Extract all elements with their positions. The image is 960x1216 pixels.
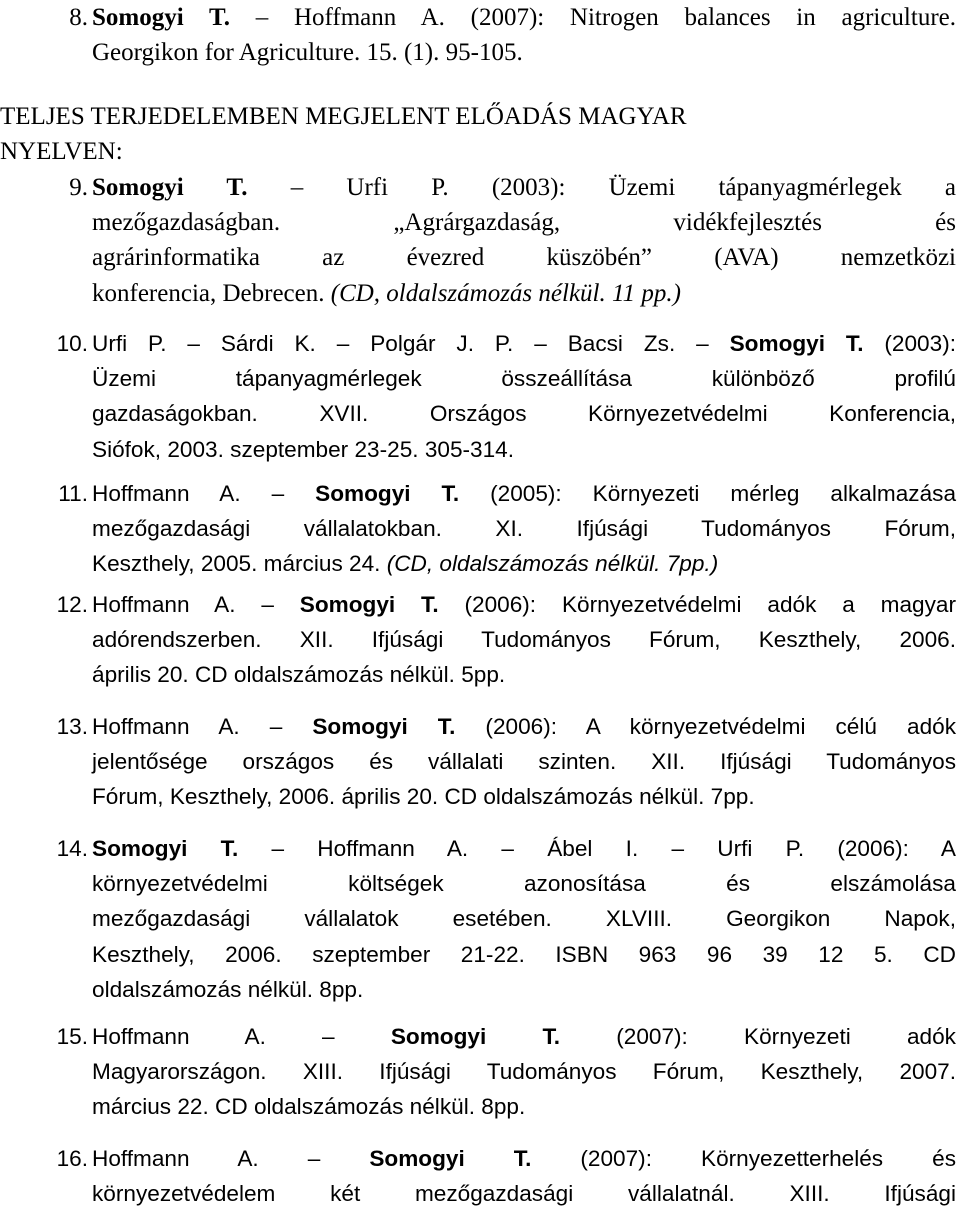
entry-line: Hoffmann A. – Somogyi T. (2006): A környezetvédelmi célú adók: [92, 714, 956, 739]
author-bold: Somogyi T.: [369, 1146, 532, 1171]
entry-line: mezőgazdasági vállalatok esetében. XLVIII. Georgikon Napok,: [92, 906, 956, 932]
entry-number: 8.: [69, 4, 88, 31]
entry-line: Urfi P. – Sárdi K. – Polgár J. P. – Bacsi Zs. – Somogyi T. (2003):: [92, 331, 956, 356]
reference-entry-16: [56, 1141, 957, 1211]
entry-line: Magyarországon. XIII. Ifjúsági Tudományos Fórum, Keszthely, 2007.: [92, 1059, 956, 1085]
section-heading: TELJES TERJEDELEMBEN MEGJELENT ELŐADÁS MAGYAR NYELVEN:: [0, 103, 687, 166]
author-bold: Somogyi T.: [92, 174, 248, 201]
entry-line: gazdaságokban. XVII. Országos Környezetvédelmi Konferencia,: [92, 401, 956, 427]
entry-number: 11.: [58, 481, 88, 506]
entry-line: Üzemi tápanyagmérlegek összeállítása különböző profilú: [92, 366, 956, 392]
entry-number: 14.: [56, 836, 88, 861]
entry-line: Keszthely, 2005. március 24. (CD, oldalszámozás nélkül. 7pp.): [92, 551, 719, 577]
author-bold: Somogyi T.: [390, 1024, 561, 1049]
entry-line: Georgikon for Agriculture. 15. (1). 95-105.: [92, 39, 523, 67]
reference-entry-8: [69, 0, 956, 70]
reference-entry-11: [58, 476, 957, 582]
entry-line: Somogyi T. – Urfi P. (2003): Üzemi tápanyagmérlegek a: [92, 174, 956, 201]
reference-entry-12: [56, 587, 957, 693]
reference-entry-13: [56, 709, 956, 815]
entry-line: Hoffmann A. – Somogyi T. (2007): Környezetterhelés és: [92, 1146, 957, 1171]
author-bold: Somogyi T.: [299, 592, 439, 617]
entry-line: Siófok, 2003. szeptember 23-25. 305-314.: [92, 436, 515, 462]
entry-line: mezőgazdaságban. „Agrárgazdaság, vidékfejlesztés és: [92, 209, 956, 237]
entry-line: Hoffmann A. – Somogyi T. (2006): Környezetvédelmi adók a magyar: [92, 592, 957, 617]
author-bold: Somogyi T.: [92, 4, 231, 31]
author-bold: Somogyi T.: [315, 481, 460, 506]
entry-number: 16.: [56, 1146, 88, 1171]
entry-line: oldalszámozás nélkül. 8pp.: [92, 976, 364, 1002]
author-bold: Somogyi T.: [729, 331, 864, 356]
entry-number: 13.: [56, 714, 88, 739]
entry-line: agrárinformatika az évezred küszöbén” (AVA) nemzetközi: [92, 244, 956, 272]
author-bold: Somogyi T.: [92, 836, 239, 861]
entry-line: Hoffmann A. – Somogyi T. (2005): Környezeti mérleg alkalmazása: [92, 481, 957, 506]
entry-line: március 22. CD oldalszámozás nélkül. 8pp.: [92, 1094, 526, 1120]
entry-number: 15.: [56, 1024, 88, 1049]
entry-line: Somogyi T. – Hoffmann A. (2007): Nitrogen balances in agriculture.: [92, 4, 956, 31]
entry-line: környezetvédelmi költségek azonosítása és elszámolása: [92, 871, 956, 897]
entry-line: Hoffmann A. – Somogyi T. (2007): Környezeti adók: [92, 1024, 956, 1049]
reference-entry-14: [56, 831, 956, 1007]
reference-entry-10: [56, 326, 956, 467]
entry-line: környezetvédelem két mezőgazdasági vállalatnál. XIII. Ifjúsági: [92, 1181, 956, 1207]
entry-line: Fórum, Keszthely, 2006. április 20. CD oldalszámozás nélkül. 7pp.: [92, 784, 755, 810]
entry-line: Somogyi T. – Hoffmann A. – Ábel I. – Urfi P. (2006): A: [92, 836, 956, 861]
reference-entry-9: [69, 170, 956, 311]
entry-line: adórendszerben. XII. Ifjúsági Tudományos Fórum, Keszthely, 2006.: [92, 627, 956, 653]
entry-line: április 20. CD oldalszámozás nélkül. 5pp.: [92, 662, 506, 688]
entry-number: 9.: [69, 174, 88, 201]
entry-number: 10.: [56, 331, 88, 356]
entry-line: Keszthely, 2006. szeptember 21-22. ISBN 963 96 39 12 5. CD: [92, 941, 956, 967]
entry-line: konferencia, Debrecen. (CD, oldalszámozás nélkül. 11 pp.): [92, 279, 681, 307]
entry-number: 12.: [56, 592, 88, 617]
entry-line: mezőgazdasági vállalatokban. XI. Ifjúsági Tudományos Fórum,: [92, 516, 956, 542]
author-bold: Somogyi T.: [312, 714, 456, 739]
entry-line: jelentősége országos és vállalati szinten. XII. Ifjúsági Tudományos: [92, 749, 956, 775]
reference-entry-15: [56, 1019, 956, 1125]
